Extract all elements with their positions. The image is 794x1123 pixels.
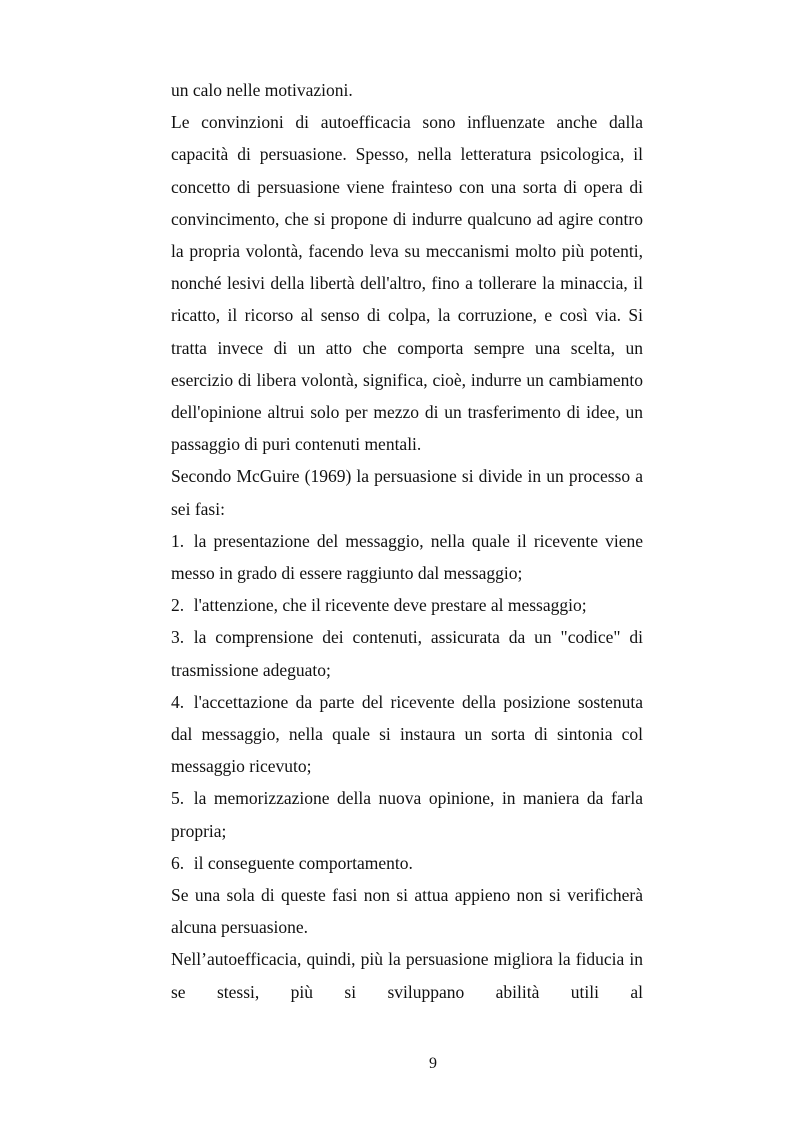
- list-item-text: il conseguente comportamento.: [193, 852, 413, 873]
- list-item-text: la memorizzazione della nuova opinione, in maniera da farla propria;: [171, 788, 643, 841]
- list-item-text: l'accettazione da parte del ricevente della posizione sostenuta dal messaggio, nella quale si instaura un sorta di sintonia col messaggio ricevuto;: [171, 691, 643, 777]
- paragraph: un calo nelle motivazioni.: [171, 80, 353, 100]
- numbered-list: [171, 525, 643, 879]
- list-number: 5.: [171, 788, 185, 809]
- list-number: 4.: [171, 691, 185, 712]
- list-item: [171, 525, 643, 589]
- list-number: 1.: [171, 530, 185, 551]
- page-number: 9: [429, 1055, 437, 1072]
- list-number: 3.: [171, 627, 185, 648]
- list-item-text: l'attenzione, che il ricevente deve prestare al messaggio;: [193, 595, 587, 616]
- list-number: 6.: [171, 852, 185, 873]
- list-item: [171, 589, 643, 621]
- paragraph: Le convinzioni di autoefficacia sono influenzate anche dalla capacità di persuasione. Spesso, nella letteratura psicologica, il concetto di persuasione viene frainteso con una sorta di opera di convincimento, che si propone di indurre qualcuno ad agire contro la propria volontà, facendo leva su meccanismi molto più potenti, nonché lesivi della libertà dell'altro, fino a tollerare la minaccia, il ricatto, il ricorso al senso di colpa, la corruzione, e così via. Si tratta invece di un atto che comporta sempre una scelta, un esercizio di libera volontà, significa, cioè, indurre un cambiamento dell'opinione altrui solo per mezzo di un trasferimento di idee, un passaggio di puri contenuti mentali.: [171, 112, 643, 455]
- paragraph: Nell’autoefficacia, quindi, più la persuasione migliora la fiducia in se stessi, più si sviluppano abilità utili al: [171, 949, 643, 1002]
- paragraph: Se una sola di queste fasi non si attua appieno non si verificherà alcuna persuasione.: [171, 885, 643, 938]
- list-item: [171, 782, 643, 846]
- body-text: [171, 74, 643, 1008]
- list-item: [171, 847, 643, 879]
- list-item: [171, 686, 643, 783]
- list-item-text: la comprensione dei contenuti, assicurata da un "codice" di trasmissione adeguato;: [171, 627, 643, 680]
- list-number: 2.: [171, 595, 185, 616]
- list-item: [171, 621, 643, 685]
- list-item-text: la presentazione del messaggio, nella quale il ricevente viene messo in grado di essere raggiunto dal messaggio;: [171, 530, 643, 584]
- paragraph: Secondo McGuire (1969) la persuasione si divide in un processo a sei fasi:: [171, 466, 643, 519]
